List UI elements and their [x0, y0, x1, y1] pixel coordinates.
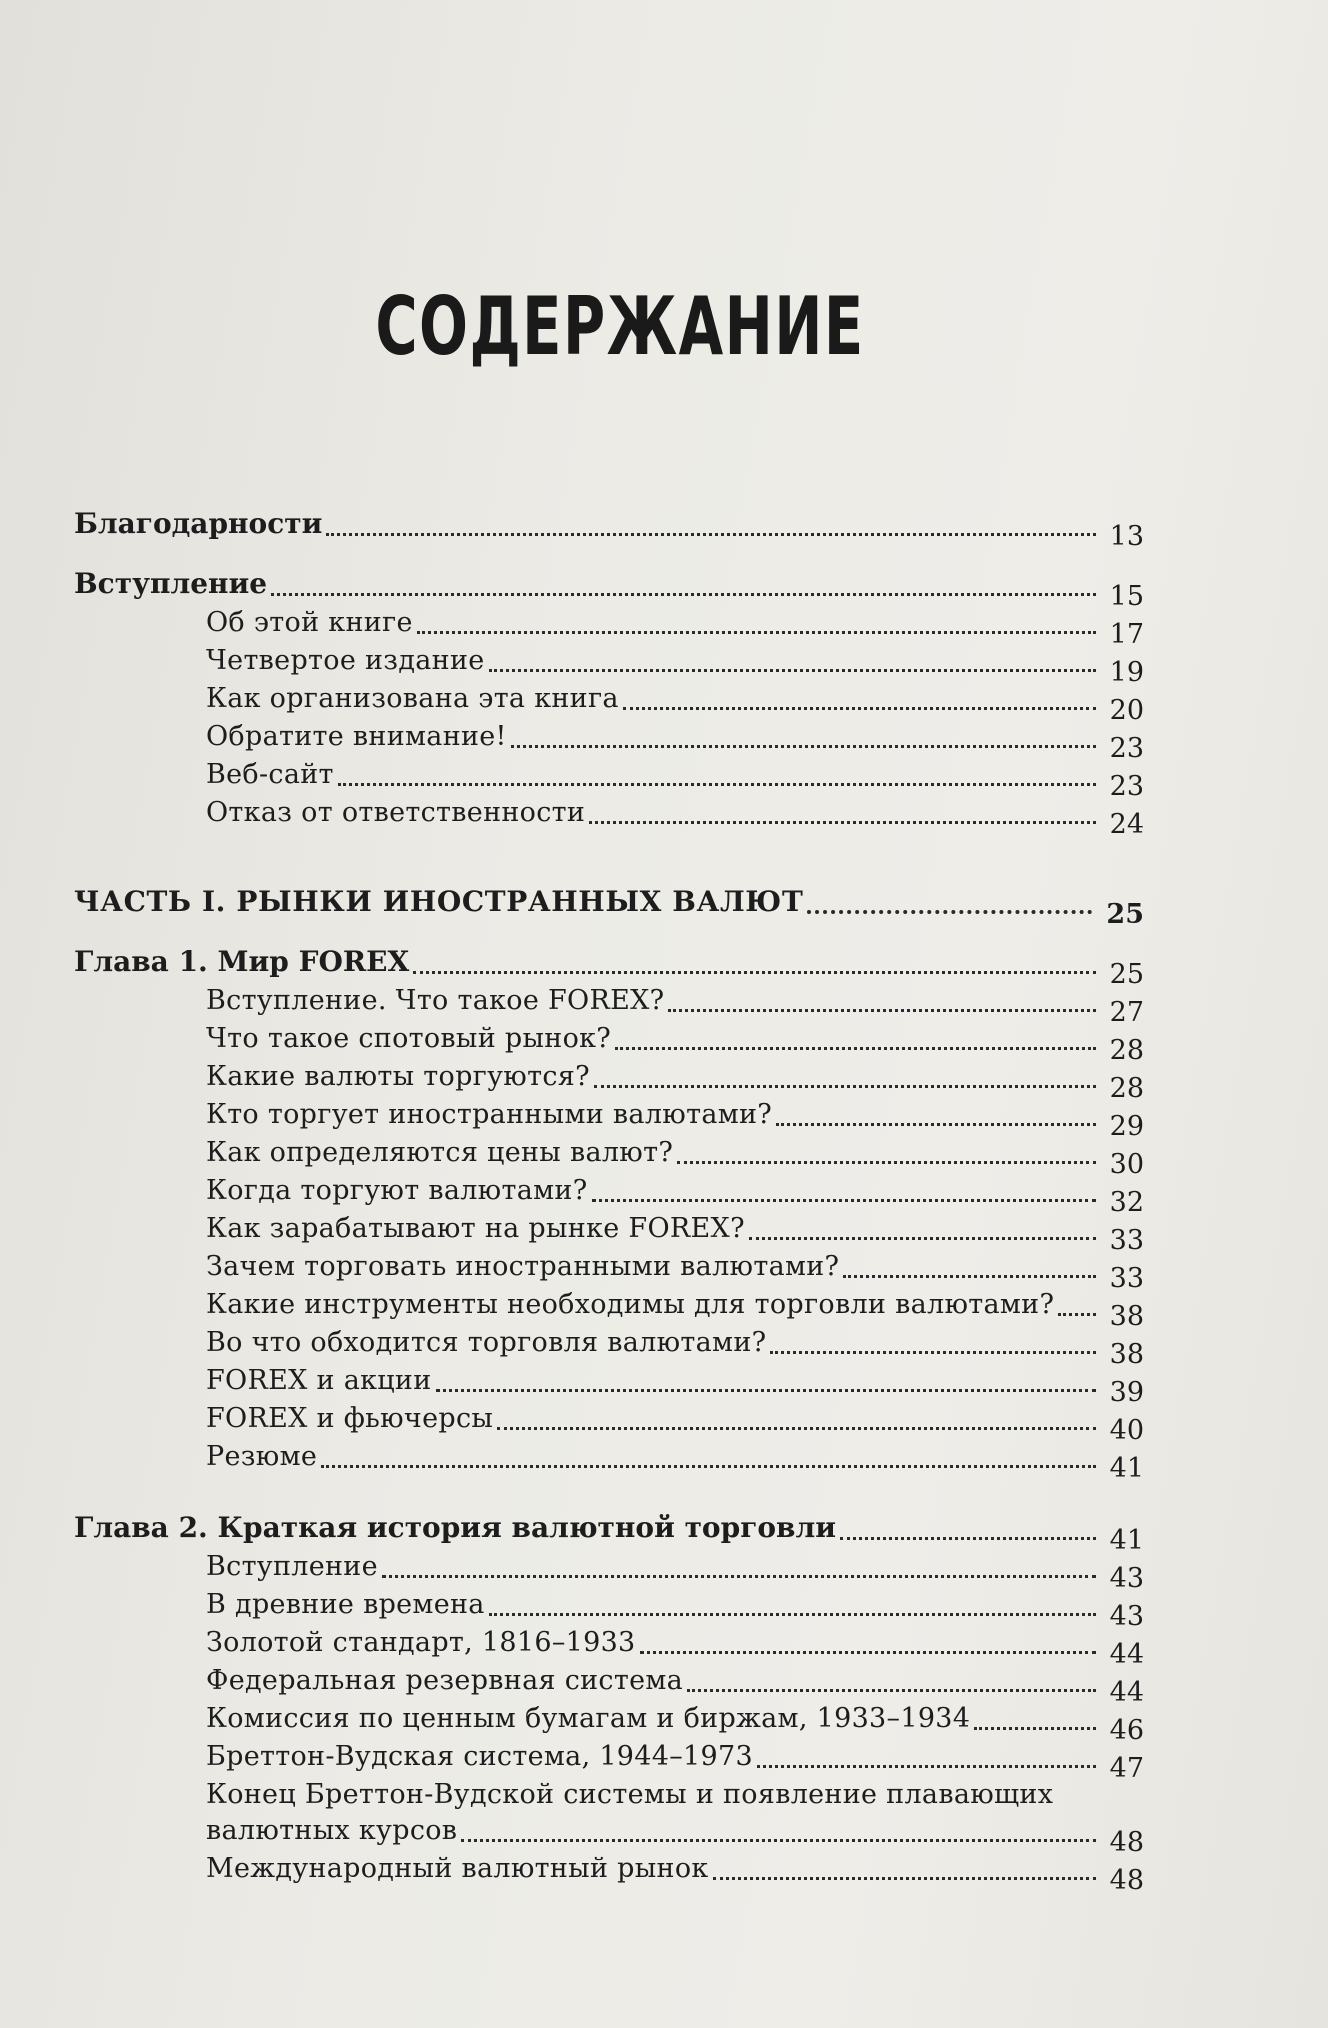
dot-leader: [1058, 1313, 1096, 1316]
toc-entry-page: 44: [1109, 1677, 1144, 1708]
toc-entry-label: Вступление: [206, 1551, 378, 1582]
toc-entry-page: 39: [1109, 1377, 1144, 1408]
dot-leader: [592, 1199, 1096, 1202]
toc-subentry[interactable]: [74, 1627, 1144, 1670]
toc-entry-page: 23: [1109, 733, 1144, 764]
toc-entry-page: 32: [1109, 1187, 1144, 1218]
toc-subentry[interactable]: [74, 1289, 1144, 1332]
toc-entry-acknowledgements[interactable]: [74, 507, 1144, 552]
toc-entry-label: Вступление: [74, 567, 268, 600]
toc-subentry[interactable]: [74, 985, 1144, 1028]
dot-leader: [749, 1237, 1096, 1240]
table-of-contents: [74, 507, 1144, 1896]
toc-entry-label: Что такое спотовый рынок?: [206, 1023, 612, 1054]
dot-leader: [974, 1727, 1096, 1730]
toc-entry-page: 28: [1109, 1035, 1144, 1066]
toc-entry-page: 38: [1109, 1301, 1144, 1332]
dot-leader: [687, 1689, 1096, 1692]
toc-entry-label: Вступление. Что такое FOREX?: [206, 985, 665, 1016]
toc-entry-page: 43: [1109, 1563, 1144, 1594]
toc-subentry[interactable]: [74, 1175, 1144, 1218]
toc-entry-label: Как организована эта книга: [206, 683, 619, 714]
toc-chapter-label: Глава 1. Мир FOREX: [74, 945, 410, 978]
toc-entry-page: 24: [1109, 809, 1144, 840]
toc-subentry[interactable]: [74, 721, 1144, 764]
toc-entry-page: 13: [1109, 521, 1144, 552]
toc-entry-label: FOREX и фьючерсы: [206, 1403, 494, 1434]
toc-subentry[interactable]: [74, 759, 1144, 802]
toc-subentry[interactable]: [74, 1779, 1144, 1858]
toc-entry-label: FOREX и акции: [206, 1365, 432, 1396]
toc-subentry[interactable]: [74, 1403, 1144, 1446]
toc-entry-label: Четвертое издание: [206, 645, 485, 676]
toc-entry-page: 41: [1109, 1525, 1144, 1556]
toc-subentry[interactable]: [74, 1853, 1144, 1896]
toc-entry-label: Конец Бреттон-Вудской системы и появление плавающих: [206, 1779, 1054, 1810]
dot-leader: [461, 1839, 1096, 1842]
toc-entry-page: 48: [1109, 1865, 1144, 1896]
toc-entry-label-continued: валютных курсов: [206, 1815, 458, 1846]
toc-entry-page: 15: [1109, 581, 1144, 612]
toc-subentry[interactable]: [74, 645, 1144, 688]
toc-subentry[interactable]: [74, 1665, 1144, 1708]
toc-entry-label: Об этой книге: [206, 607, 413, 638]
toc-entry-page: 23: [1109, 771, 1144, 802]
toc-subentry[interactable]: [74, 1327, 1144, 1370]
dot-leader: [497, 1427, 1096, 1430]
toc-subentry[interactable]: [74, 1703, 1144, 1746]
toc-entry-label: Как зарабатывают на рынке FOREX?: [206, 1213, 745, 1244]
toc-subentry[interactable]: [74, 607, 1144, 650]
toc-entry-label: Международный валютный рынок: [206, 1853, 709, 1884]
toc-subentry[interactable]: [74, 1551, 1144, 1594]
toc-entry-page: 19: [1109, 657, 1144, 688]
dot-leader: [338, 783, 1096, 786]
dot-leader: [640, 1651, 1096, 1654]
toc-entry-label: Зачем торговать иностранными валютами?: [206, 1251, 840, 1282]
dot-leader: [840, 1537, 1096, 1540]
dot-leader: [668, 1009, 1096, 1012]
toc-subentry[interactable]: [74, 1365, 1144, 1408]
toc-entry-label: Во что обходится торговля валютами?: [206, 1327, 767, 1358]
toc-chapter-label: Глава 2. Краткая история валютной торговли: [74, 1511, 836, 1544]
dot-leader: [757, 1765, 1096, 1768]
toc-entry-label: В древние времена: [206, 1589, 485, 1620]
toc-subentry[interactable]: [74, 1213, 1144, 1256]
toc-entry-label: Отказ от ответственности: [206, 797, 586, 828]
dot-leader: [776, 1123, 1096, 1126]
dot-leader: [436, 1389, 1096, 1392]
dot-leader: [321, 1465, 1096, 1468]
toc-entry-label: Кто торгует иностранными валютами?: [206, 1099, 773, 1130]
toc-entry-page: 48: [1109, 1827, 1144, 1858]
dot-leader: [807, 910, 1092, 914]
dot-leader: [489, 669, 1096, 672]
dot-leader: [677, 1161, 1096, 1164]
dot-leader: [413, 971, 1096, 974]
toc-entry-label: Какие валюты торгуются?: [206, 1061, 590, 1092]
toc-entry-page: 28: [1109, 1073, 1144, 1104]
toc-entry-label: Комиссия по ценным бумагам и биржам, 1933–1934: [206, 1703, 971, 1734]
toc-entry-label: Бреттон-Вудская система, 1944–1973: [206, 1741, 753, 1772]
toc-subentry[interactable]: [74, 1099, 1144, 1142]
dot-leader: [843, 1275, 1096, 1278]
toc-entry-page: 29: [1109, 1111, 1144, 1142]
dot-leader: [326, 533, 1096, 536]
toc-entry-page: 41: [1109, 1453, 1144, 1484]
toc-entry-page: 33: [1109, 1263, 1144, 1294]
toc-entry-page: 20: [1109, 695, 1144, 726]
dot-leader: [589, 821, 1096, 824]
toc-entry-label: Какие инструменты необходимы для торговли валютами?: [206, 1289, 1055, 1320]
toc-entry-page: 44: [1109, 1639, 1144, 1670]
toc-subentry[interactable]: [74, 797, 1144, 840]
dot-leader: [271, 593, 1096, 596]
toc-entry-page: 27: [1109, 997, 1144, 1028]
toc-subentry[interactable]: [74, 1741, 1144, 1784]
toc-entry-page: 47: [1109, 1753, 1144, 1784]
toc-subentry[interactable]: [74, 683, 1144, 726]
dot-leader: [594, 1085, 1096, 1088]
toc-entry-page: 25: [1109, 959, 1144, 990]
toc-entry-label: Федеральная резервная система: [206, 1665, 684, 1696]
toc-entry-page: 38: [1109, 1339, 1144, 1370]
toc-entry-page: 46: [1109, 1715, 1144, 1746]
toc-subentry[interactable]: [74, 1589, 1144, 1632]
toc-chapter-2[interactable]: [74, 1511, 1144, 1556]
dot-leader: [382, 1575, 1096, 1578]
toc-subentry[interactable]: [74, 1441, 1144, 1484]
dot-leader: [489, 1613, 1096, 1616]
toc-entry-page: 43: [1109, 1601, 1144, 1632]
toc-part-label: ЧАСТЬ I. РЫНКИ ИНОСТРАННЫХ ВАЛЮТ: [74, 885, 804, 918]
dot-leader: [511, 745, 1096, 748]
dot-leader: [417, 631, 1096, 634]
page-title: СОДЕРЖАНИЕ: [375, 280, 865, 373]
toc-subentry[interactable]: [74, 1023, 1144, 1066]
toc-entry-label: Обратите внимание!: [206, 721, 507, 752]
toc-entry-page: 33: [1109, 1225, 1144, 1256]
toc-entry-page: 17: [1109, 619, 1144, 650]
dot-leader: [770, 1351, 1096, 1354]
dot-leader: [623, 707, 1096, 710]
toc-chapter-1[interactable]: [74, 945, 1144, 990]
toc-subentry[interactable]: [74, 1061, 1144, 1104]
dot-leader: [713, 1877, 1096, 1880]
toc-entry-label: Благодарности: [74, 507, 323, 540]
toc-entry-introduction[interactable]: [74, 567, 1144, 612]
toc-subentry[interactable]: [74, 1251, 1144, 1294]
toc-entry-page: 40: [1109, 1415, 1144, 1446]
toc-entry-page: 30: [1109, 1149, 1144, 1180]
toc-entry-label: Как определяются цены валют?: [206, 1137, 674, 1168]
toc-entry-page: 25: [1106, 899, 1144, 930]
toc-entry-label: Веб-сайт: [206, 759, 334, 790]
toc-entry-label: Резюме: [206, 1441, 318, 1472]
dot-leader: [615, 1047, 1096, 1050]
toc-part-1[interactable]: [74, 885, 1144, 930]
toc-entry-label: Золотой стандарт, 1816–1933: [206, 1627, 636, 1658]
toc-subentry[interactable]: [74, 1137, 1144, 1180]
toc-entry-label: Когда торгуют валютами?: [206, 1175, 588, 1206]
